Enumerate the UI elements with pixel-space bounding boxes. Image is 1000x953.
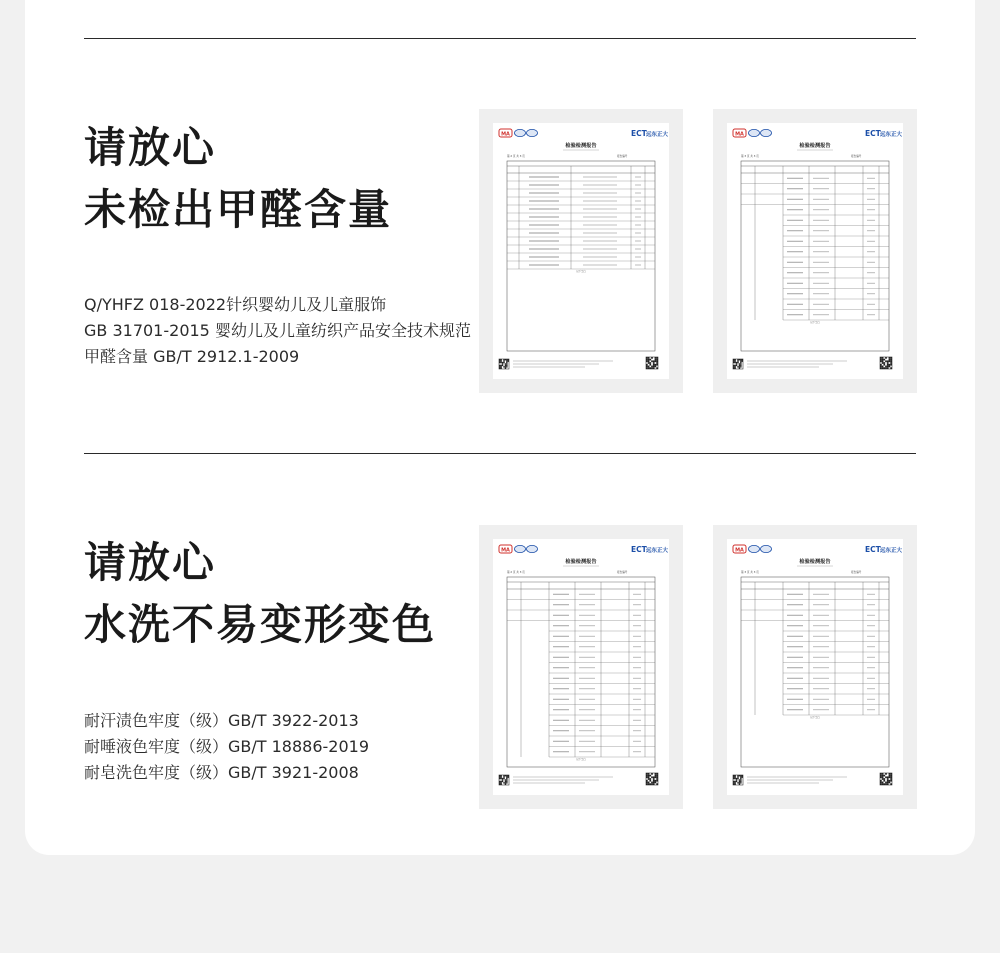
ect-logo: ECT xyxy=(631,129,647,138)
ilac-mra-icon xyxy=(749,129,760,136)
ect-logo: ECT xyxy=(631,545,647,554)
report-image-2 xyxy=(713,109,917,393)
end-note: 以下空白 xyxy=(576,758,586,761)
brand-name: 远东正大 xyxy=(646,132,669,138)
cnas-icon xyxy=(527,545,538,552)
cnas-icon xyxy=(527,129,538,136)
svg-text:MA: MA xyxy=(735,547,744,554)
brand-name: 远东正大 xyxy=(646,548,669,554)
qr-code-icon xyxy=(880,357,892,369)
brand-name: 远东正大 xyxy=(880,548,903,554)
section2-heading-line1: 请放心 xyxy=(84,538,217,587)
middle-divider xyxy=(84,453,916,454)
page-number: 第 3 页 共 3 页 xyxy=(741,155,759,158)
report-number: 报告编号 xyxy=(851,571,862,574)
cnas-icon xyxy=(761,545,772,552)
section1-standards xyxy=(84,292,471,370)
report-title: 检验检测报告 xyxy=(799,559,831,565)
end-note: 以下空白 xyxy=(810,716,820,719)
standard-line: 耐汗渍色牢度（级）GB/T 3922-2013 xyxy=(84,711,359,730)
result-table xyxy=(507,161,655,351)
ilac-mra-icon xyxy=(515,545,526,552)
ect-logo: ECT xyxy=(865,129,881,138)
report-number: 报告编号 xyxy=(617,155,628,158)
standard-line: 甲醛含量 GB/T 2912.1-2009 xyxy=(84,347,300,366)
svg-text:MA: MA xyxy=(501,131,510,138)
report-page xyxy=(493,539,669,795)
ilac-mra-icon xyxy=(515,129,526,136)
brand-name: 远东正大 xyxy=(880,132,903,138)
section1-heading xyxy=(84,117,392,241)
qr-code-icon xyxy=(733,359,743,369)
report-image-4 xyxy=(713,525,917,809)
qr-code-icon xyxy=(499,359,509,369)
section1-heading-line1: 请放心 xyxy=(84,123,217,172)
section2-standards xyxy=(84,708,369,786)
qr-code-icon xyxy=(499,775,509,785)
cma-stamp-icon xyxy=(499,129,512,137)
report-number: 报告编号 xyxy=(851,155,862,158)
report-image-3 xyxy=(479,525,683,809)
ect-logo: ECT xyxy=(865,545,881,554)
qr-code-icon xyxy=(646,357,658,369)
report-title: 检验检测报告 xyxy=(565,143,597,149)
report-title: 检验检测报告 xyxy=(565,559,597,565)
section2-heading-line2: 水洗不易变形变色 xyxy=(84,600,437,649)
section1-heading-line2: 未检出甲醛含量 xyxy=(84,185,393,234)
report-page xyxy=(727,539,903,795)
cma-stamp-icon xyxy=(733,129,746,137)
report-page xyxy=(727,123,903,379)
result-table xyxy=(741,577,889,767)
standard-line: 耐皂洗色牢度（级）GB/T 3921-2008 xyxy=(84,763,359,782)
page-number: 第 2 页 共 3 页 xyxy=(507,571,525,574)
qr-code-icon xyxy=(733,775,743,785)
cnas-icon xyxy=(761,129,772,136)
standard-line: Q/YHFZ 018-2022针织婴幼儿及儿童服饰 xyxy=(84,295,387,314)
report-image-1 xyxy=(479,109,683,393)
end-note: 以下空白 xyxy=(576,270,586,273)
svg-text:MA: MA xyxy=(501,547,510,554)
qr-code-icon xyxy=(880,773,892,785)
svg-text:MA: MA xyxy=(735,131,744,138)
cma-stamp-icon xyxy=(499,545,512,553)
report-title: 检验检测报告 xyxy=(799,143,831,149)
page-number: 第 2 页 共 3 页 xyxy=(507,155,525,158)
page-number: 第 3 页 共 3 页 xyxy=(741,571,759,574)
result-table xyxy=(507,577,655,767)
standard-line: 耐唾液色牢度（级）GB/T 18886-2019 xyxy=(84,737,370,756)
cma-stamp-icon xyxy=(733,545,746,553)
report-page xyxy=(493,123,669,379)
report-number: 报告编号 xyxy=(617,571,628,574)
top-divider xyxy=(84,38,916,39)
qr-code-icon xyxy=(646,773,658,785)
standard-line: GB 31701-2015 婴幼儿及儿童纺织产品安全技术规范 xyxy=(84,321,471,340)
ilac-mra-icon xyxy=(749,545,760,552)
end-note: 以下空白 xyxy=(810,321,820,324)
section2-heading xyxy=(84,532,436,656)
